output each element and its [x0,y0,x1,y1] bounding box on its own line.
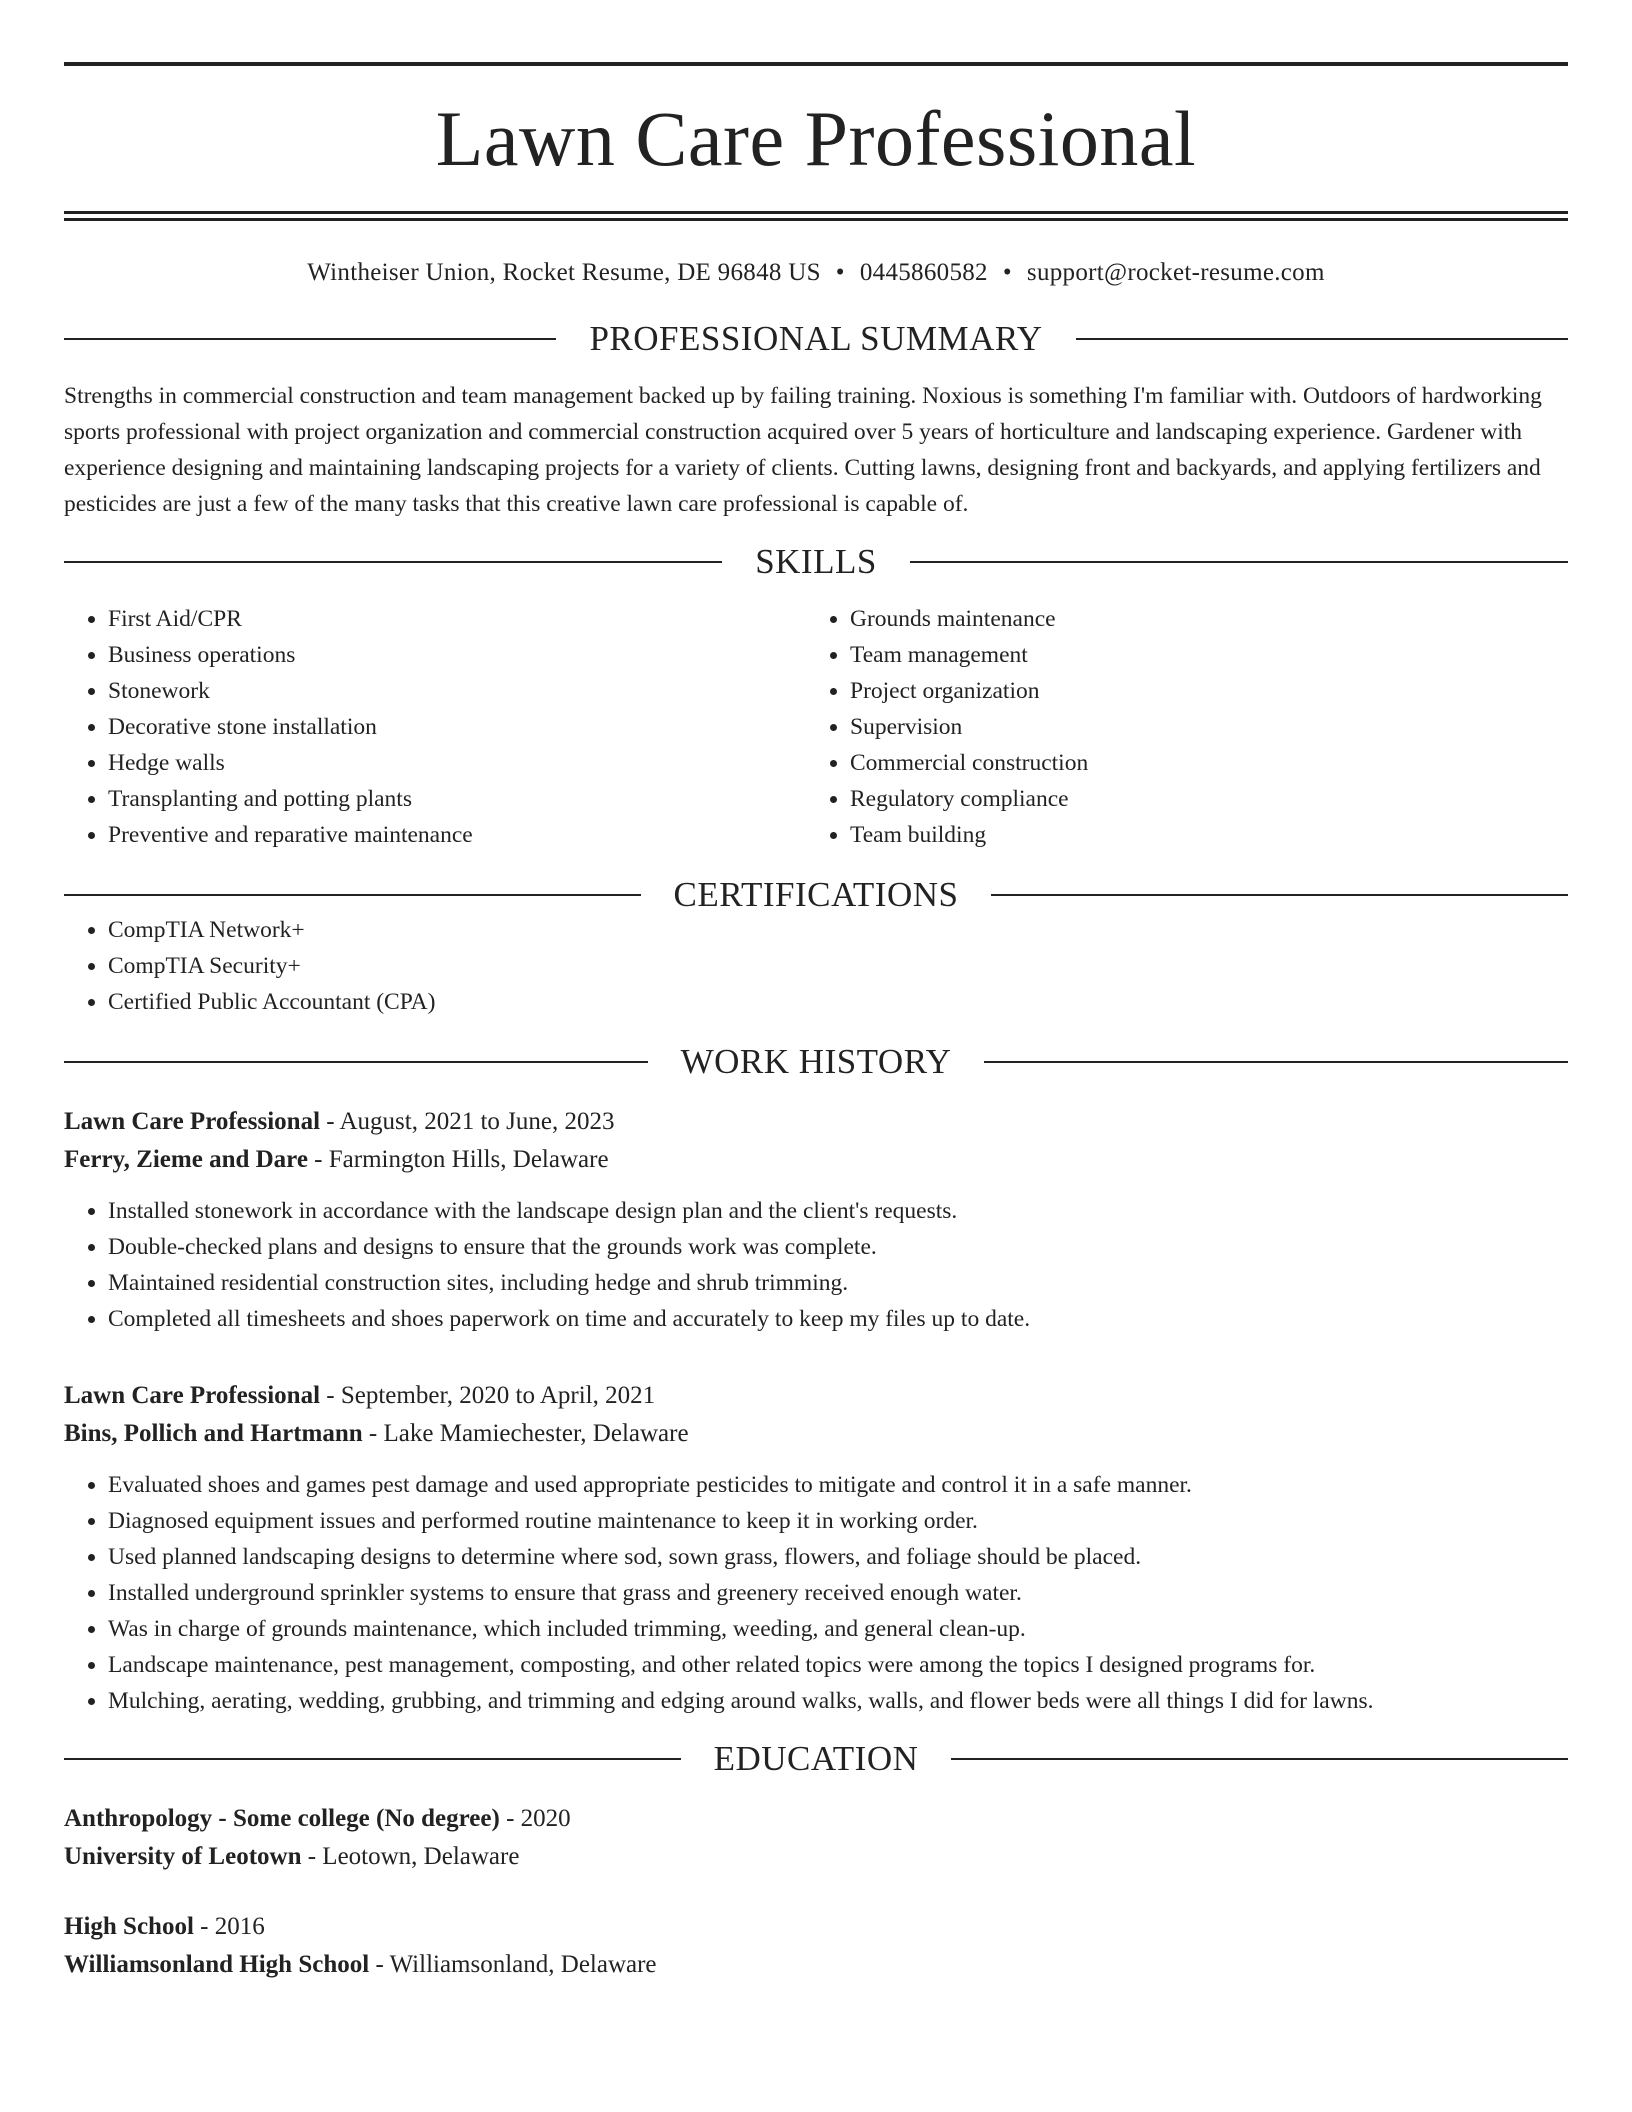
job-bullet: • Maintained residential construction sites, including hedge and shrub trimming. [108,1265,1568,1301]
section-title-certifications: CERTIFICATIONS [673,875,959,914]
education-year: - 2016 [193,1913,265,1940]
education-school-line [64,1838,1568,1876]
skill-item: • Project organization [850,673,1568,709]
job-title-line [64,1103,1568,1141]
contact-separator: • [835,259,845,286]
job-bullet: • Was in charge of grounds maintenance, which included trimming, weeding, and general clean-up. [108,1611,1568,1647]
summary-text: Strengths in commercial construction and team management backed up by failing training. Noxious is something I'm familiar with. Outdoors of hardworking sports professional with project organization and commercial construction acquired over 5 years of horticulture and landscaping experience. Gardener with experience designing and maintaining landscaping projects for a variety of clients. Cutting lawns, designing front and backyards, and applying fertilizers and pesticides are just a few of the many tasks that this creative lawn care professional is capable of. [64,383,1542,517]
divider-line [64,338,556,340]
job-location: - Lake Mamiechester, Delaware [362,1420,689,1447]
education-school-line [64,1946,1568,1984]
skill-item: • Team management [850,637,1568,673]
job-company: Ferry, Zieme and Dare [64,1146,308,1173]
contact-address: Wintheiser Union, Rocket Resume, DE 96848 US [307,259,821,286]
job-entry [64,1377,1568,1719]
section-header-skills [64,544,1568,579]
job-bullet: • Double-checked plans and designs to ensure that the grounds work was complete. [108,1229,1568,1265]
contact-phone: 0445860582 [859,259,988,286]
section-header-work [64,1044,1568,1079]
certification-item: • CompTIA Network+ [108,912,1568,948]
skills-list-right [806,601,1568,853]
education-location: - Williamsonland, Delaware [369,1951,657,1978]
skill-item: • Preventive and reparative maintenance [108,817,806,853]
resume-page [64,62,1568,1984]
section-header-education [64,1741,1568,1776]
divider-line [984,1061,1568,1063]
education-entry [64,1908,1568,1984]
job-company-line [64,1141,1568,1179]
job-bullet: • Installed stonework in accordance with the landscape design plan and the client's requests. [108,1193,1568,1229]
skill-item: • Transplanting and potting plants [108,781,806,817]
certification-item: • Certified Public Accountant (CPA) [108,984,1568,1020]
skill-item: • Team building [850,817,1568,853]
section-title-work: WORK HISTORY [680,1042,952,1081]
job-bullet: • Mulching, aerating, wedding, grubbing, and trimming and edging around walks, walls, and flower beds were all things I did for lawns. [108,1683,1568,1719]
divider-line [951,1758,1568,1760]
skill-item: • Decorative stone installation [108,709,806,745]
section-title-summary: PROFESSIONAL SUMMARY [589,319,1043,358]
skill-item: • Grounds maintenance [850,601,1568,637]
skill-item: • First Aid/CPR [108,601,806,637]
divider-line [991,894,1568,896]
job-bullet: • Installed underground sprinkler systems to ensure that grass and greenery received enough water. [108,1575,1568,1611]
job-bullet: • Landscape maintenance, pest management, composting, and other related topics were among the topics I designed programs for. [108,1647,1568,1683]
certifications-list [64,912,1568,1020]
skill-item: • Commercial construction [850,745,1568,781]
contact-email: support@rocket-resume.com [1026,259,1325,286]
job-dates: - September, 2020 to April, 2021 [320,1382,656,1409]
job-title: Lawn Care Professional [64,1108,321,1135]
job-location: - Farmington Hills, Delaware [307,1146,609,1173]
certification-item: • CompTIA Security+ [108,948,1568,984]
job-entry [64,1103,1568,1337]
skill-item: • Stonework [108,673,806,709]
section-header-certifications [64,877,1568,912]
section-title-skills: SKILLS [755,542,877,581]
divider-line [64,894,641,896]
divider-line [64,1758,681,1760]
skill-item: • Supervision [850,709,1568,745]
job-dates: - August, 2021 to June, 2023 [320,1108,615,1135]
skill-item: • Hedge walls [108,745,806,781]
job-bullet: • Used planned landscaping designs to determine where sod, sown grass, flowers, and foliage should be placed. [108,1539,1568,1575]
education-degree-line [64,1800,1568,1838]
double-rule [64,211,1568,221]
skills-grid [64,601,1568,853]
divider-line [64,561,722,563]
divider-line [64,1061,648,1063]
education-school: Williamsonland High School [64,1951,370,1978]
candidate-name: Lawn Care Professional [435,95,1197,182]
job-bullet: • Diagnosed equipment issues and performed routine maintenance to keep it in working order. [108,1503,1568,1539]
skill-item: • Business operations [108,637,806,673]
section-title-education: EDUCATION [713,1739,919,1778]
job-bullet: • Completed all timesheets and shoes paperwork on time and accurately to keep my files up to date. [108,1301,1568,1337]
contact-separator: • [1002,259,1012,286]
top-rule [64,62,1568,66]
job-bullets [64,1193,1568,1337]
section-header-summary [64,321,1568,356]
job-bullet: • Evaluated shoes and games pest damage and used appropriate pesticides to mitigate and control it in a safe manner. [108,1467,1568,1503]
education-degree-line [64,1908,1568,1946]
job-title-line [64,1377,1568,1415]
skills-list-left [64,601,806,853]
job-company-line [64,1415,1568,1453]
education-entry [64,1800,1568,1876]
education-year: - 2020 [499,1805,571,1832]
divider-line [1076,338,1568,340]
education-school: University of Leotown [64,1843,302,1870]
job-bullets [64,1467,1568,1719]
education-degree: Anthropology - Some college (No degree) [64,1805,500,1832]
job-title: Lawn Care Professional [64,1382,321,1409]
divider-line [910,561,1568,563]
education-location: - Leotown, Delaware [301,1843,520,1870]
contact-line [64,259,1568,287]
education-degree: High School [64,1913,194,1940]
job-company: Bins, Pollich and Hartmann [64,1420,363,1447]
skill-item: • Regulatory compliance [850,781,1568,817]
